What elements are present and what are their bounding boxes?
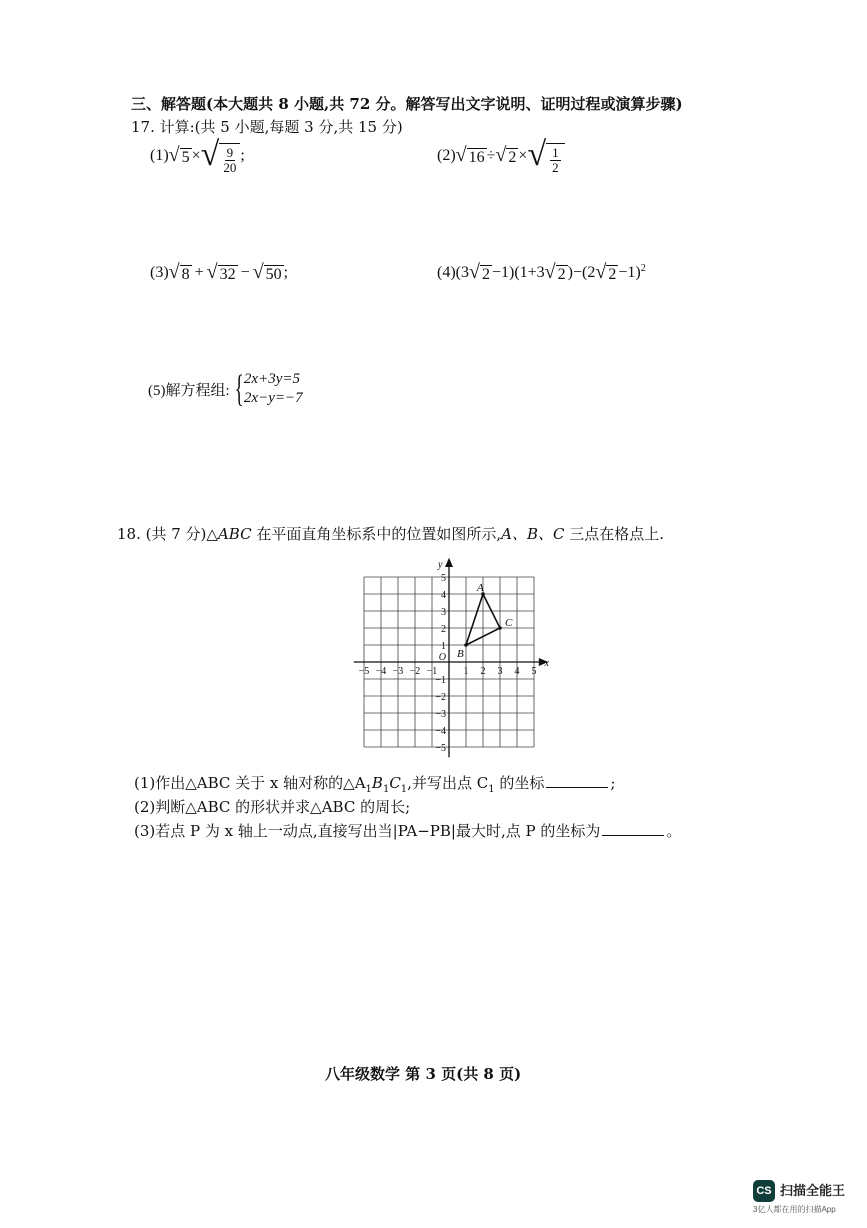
y-tick-label: −1 <box>435 675 446 686</box>
sqrt-fraction: √ $\frac{9}{20}$ <box>201 138 241 174</box>
x-tick-label: 4 <box>514 666 520 677</box>
equation-system <box>244 370 303 408</box>
vertex-C <box>498 626 502 630</box>
sqrt-2: √ 2 <box>495 144 517 167</box>
q17-part1 <box>150 138 245 174</box>
sqrt-32: √ 32 <box>206 261 236 283</box>
x-tick-label: 5 <box>531 666 537 677</box>
sqrt-5: √ 5 <box>168 144 190 167</box>
q17-part5 <box>148 370 303 408</box>
x-axis-label: x <box>544 658 549 669</box>
part-number: (3) <box>150 263 169 281</box>
equation-2: 2x−y=−7 <box>243 390 303 406</box>
axes <box>354 559 547 757</box>
page-footer: 八年级数学 第 3 页(共 8 页) <box>325 1065 522 1083</box>
x-tick-label: −1 <box>426 666 438 677</box>
sqrt-16: √ 16 <box>455 144 485 167</box>
times-sign: × <box>518 147 528 165</box>
expr-segment: )−(2 <box>567 263 596 281</box>
watermark-name: 扫描全能王 <box>780 1183 846 1198</box>
expr-segment: −1) <box>618 263 641 281</box>
section-heading: 三、解答题(本大题共 8 小题,共 72 分。解答写出文字说明、证明过程或演算步骤) <box>131 95 683 113</box>
x-tick-label: −4 <box>375 666 387 677</box>
camscanner-logo-icon: CS <box>753 1180 775 1202</box>
minus-sign: − <box>240 263 250 281</box>
y-tick-label: −2 <box>435 692 446 703</box>
x-tick-label: −2 <box>409 666 421 677</box>
answer-blank[interactable] <box>602 821 664 836</box>
sqrt-2: √ 2 <box>468 261 490 283</box>
coordinate-grid <box>352 548 552 758</box>
y-tick-label: 1 <box>441 641 446 652</box>
expr-segment: −1)(1+3 <box>491 263 545 281</box>
expr-segment: (3 <box>455 263 469 281</box>
q18-stem: 18. (共 7 分)△ABC 在平面直角坐标系中的位置如图所示,A、B、C 三点在格点上. <box>117 525 665 543</box>
x-tick-label: 1 <box>463 666 469 677</box>
x-tick-label: −5 <box>358 666 370 677</box>
q17-part4 <box>437 262 646 284</box>
exponent: 2 <box>640 263 646 274</box>
y-tick-label: −3 <box>435 709 446 720</box>
y-axis-label: y <box>438 559 443 571</box>
x-tick-label: 3 <box>497 666 503 677</box>
watermark-tagline: 3亿人都在用的扫描App <box>753 1205 836 1214</box>
semicolon: ; <box>283 263 289 281</box>
plus-sign: + <box>194 263 204 281</box>
sqrt-fraction: √ $\frac{1}{2}$ <box>527 138 564 174</box>
q17-stem: 17. 计算:(共 5 小题,每题 3 分,共 15 分) <box>131 118 403 136</box>
q18-sub3: (3)若点 P 为 x 轴上一动点,直接写出当|PA−PB|最大时,点 P 的坐标为 。 <box>134 822 682 840</box>
brace-icon: { <box>234 368 244 410</box>
part-number: (4) <box>437 263 456 281</box>
x-tick-label: 2 <box>480 666 486 677</box>
y-tick-label: 2 <box>441 624 446 635</box>
vertex-label-C: C <box>505 617 513 629</box>
origin-label: O <box>438 652 446 663</box>
tick-labels <box>359 559 550 754</box>
x-tick-label: −3 <box>392 666 404 677</box>
part-number: (1) <box>150 147 169 165</box>
sqrt-2: √ 2 <box>544 261 566 283</box>
q17-part2 <box>437 138 565 174</box>
semicolon: ; <box>240 147 245 165</box>
q17-part3 <box>150 262 288 284</box>
divide-sign: ÷ <box>486 147 496 165</box>
y-tick-label: 5 <box>441 573 446 584</box>
vertex-B <box>464 643 468 647</box>
sqrt-8: √ 8 <box>168 261 190 283</box>
part-number: (2) <box>437 147 456 165</box>
y-tick-label: −4 <box>435 726 446 737</box>
equation-1: 2x+3y=5 <box>243 371 300 388</box>
y-tick-label: 3 <box>441 607 446 618</box>
y-axis-arrow-icon <box>446 559 452 566</box>
q18-sub2: (2)判断△ABC 的形状并求△ABC 的周长; <box>134 798 411 816</box>
sqrt-2: √ 2 <box>595 261 617 283</box>
answer-blank[interactable] <box>546 773 608 788</box>
times-sign: × <box>191 147 201 165</box>
part-number: (5)解方程组: <box>148 382 230 399</box>
vertex-label-B: B <box>457 648 464 660</box>
y-tick-label: 4 <box>441 590 446 601</box>
vertex-label-A: A <box>477 582 484 594</box>
sqrt-50: √ 50 <box>252 261 282 283</box>
q18-sub1: (1)作出△ABC 关于 x 轴对称的$\triangle A_1B_1C_1$,并写出点 $C_1$ 的坐标 ; <box>134 774 616 795</box>
y-tick-label: −5 <box>435 743 446 754</box>
